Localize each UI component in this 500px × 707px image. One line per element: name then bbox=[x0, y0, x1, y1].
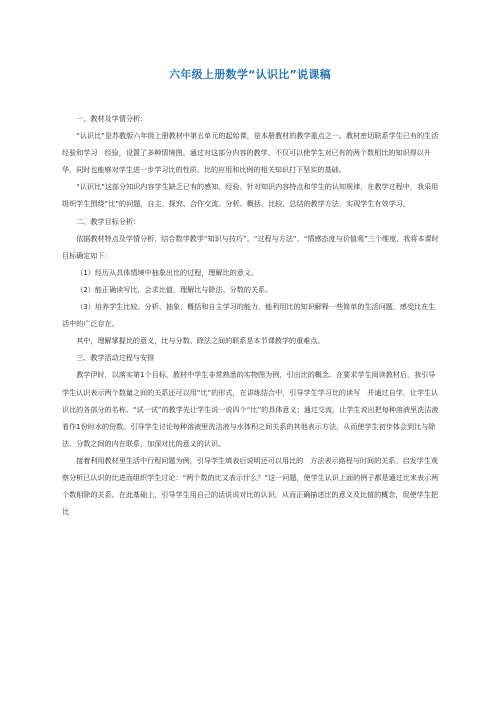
document-body bbox=[62, 110, 442, 520]
paragraph: 一、教材及学情分析： bbox=[76, 114, 148, 123]
paragraph: 二、教学目标分析： bbox=[76, 216, 141, 226]
paragraph: 三、教学活动过程与安排 bbox=[76, 353, 155, 363]
paragraph: 其中，理解掌握比的意义，比与分数、除法之间的联系是本节课教学的重难点。 bbox=[76, 336, 325, 346]
paragraph: “认识比”是苏教版六年级上册教材中第五单元的起始课，是本册教材的教学重点之一。教材密切联系学生已有的生活经验和学习 经验，设置了多种情境图。通过对这部分内容的教学，不仅可以使学生对已有的两个数相比的知识得以升华，同时也能够对学生进一步学习比的性质、比的应用和比例的相关知识打下坚实的基础。 bbox=[62, 131, 439, 175]
paragraph: 教学伊时，以落实第1个目标，教材中学生非常熟悉的实物图为例，引出比的概念。在要求学生阅读教材后，我引导学生认识表示两个数量之间的关系还可以用“比”的形式，在讲练结合中，引导学生学习比的读写 并通过自学，让学生认识比的各部分的名称。“试一试”的教学先让学生说一说四个“比”的具体意义；通过交流，让学生说出把每种溶液里洗洁液看作1份时水的份数。引导学生讨论每种溶液里洗洁液与水体积之间关系的其他表示方法，从而使学生初步体会到比与除法、分数之间的内在联系，加深对比的意义的认识。 bbox=[62, 370, 439, 448]
paragraph: （3）培养学生比较、分析、抽象、概括和自主学习的能力，能利用比的知识解释一些简单的生活问题，感受比在生活中的广泛存在。 bbox=[62, 302, 436, 329]
paragraph: （1）经历从具体情境中抽象出比的过程，理解比的意义。 bbox=[76, 267, 259, 277]
paragraph: 接着利用教材里生活中行程问题为例，引导学生填表后说明还可以用比的 方法表示路程与时间的关系。启发学生观察分析已认识的比进而组织学生讨论：“两个数的比又表示什么？”这一问题，使学生认识上面的例子都是通过比来表示两个数相除的关系。在此基础上，引导学生用自己的话说说对比的认识，从而正确描述比的意义及比值的概念，促使学生把比 bbox=[62, 455, 439, 517]
document-title: 六年级上册数学“认识比”说课稿 bbox=[169, 68, 331, 81]
paragraph: “认识比”这部分知识内容学生缺乏已有的感知、经验。针对知识内容特点和学生的认知规律，在教学过程中，我采用组织学生围绕“比”的问题，自主、探究、合作交流、分析、概括、比较、总结的教学方法，实现学生有效学习。 bbox=[62, 182, 439, 209]
paragraph: （2）能正确读写比，会求比值，理解比与除法、分数的关系。 bbox=[76, 284, 273, 294]
paragraph: 依据教材特点及学情分析，结合数学教学“知识与技巧”、“过程与方法”、“情感态度与价值观”三个维度，我将本课时目标确定如下： bbox=[62, 233, 439, 260]
